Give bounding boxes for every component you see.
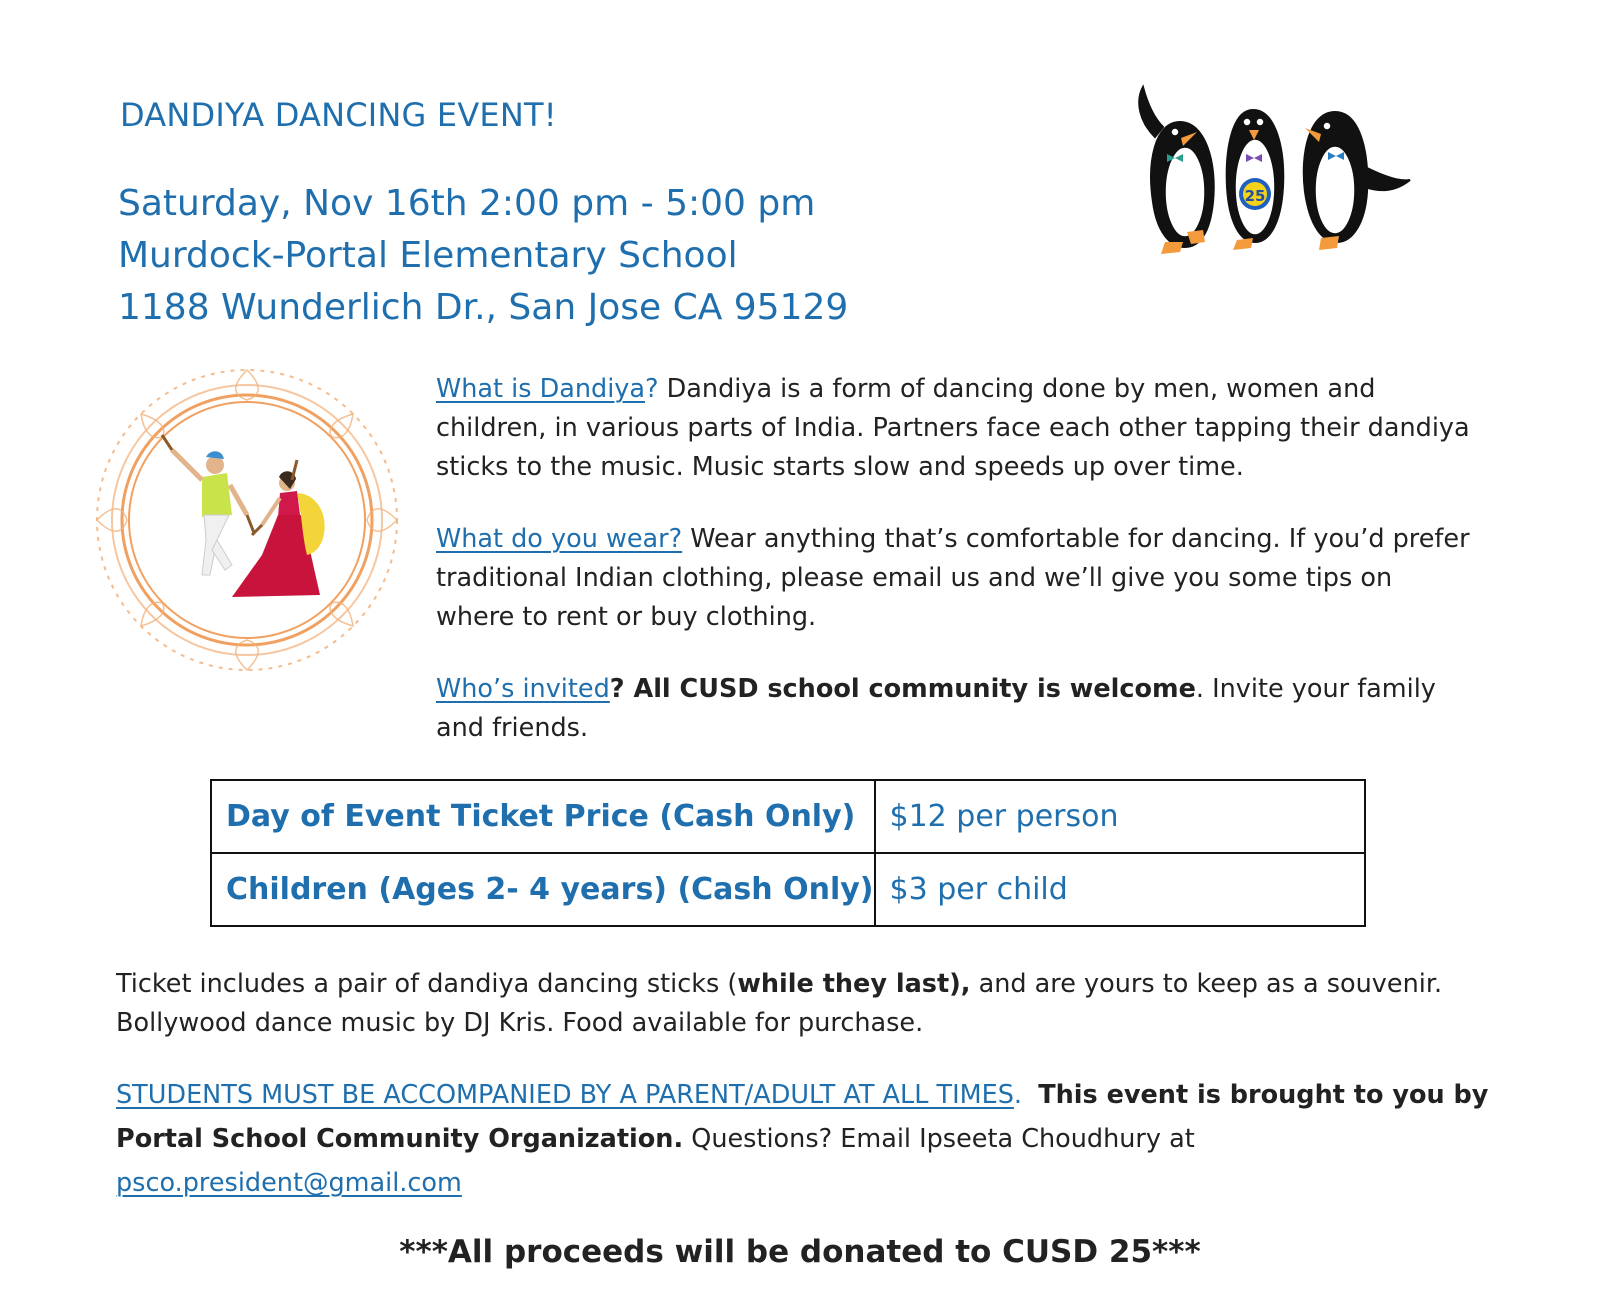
ticket-includes-tail: and are yours to keep as a souvenir. (970, 969, 1443, 999)
supervision-notice (116, 1073, 1496, 1205)
sponsor-text: This event is brought to you by Portal School Community Organization. (116, 1080, 1489, 1154)
ticket-includes-line (116, 965, 1496, 1004)
faq-question-who-is-invited: Who’s invited (436, 674, 610, 704)
event-date-time: Saturday, Nov 16th 2:00 pm - 5:00 pm (118, 183, 816, 224)
faq-answer-who-is-invited: . Invite your family and friends. (436, 674, 1436, 743)
faq-what-to-wear (436, 520, 1476, 637)
music-food-line: Bollywood dance music by DJ Kris. Food available for purchase. (116, 1008, 924, 1038)
event-details (118, 178, 848, 334)
faq-question-mark: ? (609, 674, 625, 704)
dandiya-dancers-illustration (92, 365, 402, 675)
event-title: DANDIYA DANCING EVENT! (120, 96, 557, 134)
penguins-logo (1125, 82, 1415, 267)
ticket-includes-text: Ticket includes a pair of dandiya dancing sticks ( (116, 969, 738, 999)
price-value: $12 per person (875, 780, 1365, 853)
faq-answer-what-to-wear: Wear anything that’s comfortable for dancing. If you’d prefer traditional Indian clothing, please email us and we’ll give you some tips on where to rent or buy clothing. (436, 524, 1470, 632)
event-venue: Murdock-Portal Elementary School (118, 235, 738, 276)
proceeds-note: ***All proceeds will be donated to CUSD 25*** (399, 1234, 1201, 1270)
faq-question-what-is-dandiya: What is Dandiya (436, 374, 645, 404)
faq-answer-who-is-invited-bold: All CUSD school community is welcome (624, 674, 1196, 704)
table-row (211, 853, 1365, 926)
price-label: Day of Event Ticket Price (Cash Only) (211, 780, 875, 853)
faq-question-mark: ? (645, 374, 659, 404)
price-value: $3 per child (875, 853, 1365, 926)
logo-badge-text: 25 (1244, 187, 1266, 205)
questions-text: Questions? Email Ipseeta Choudhury at (683, 1124, 1195, 1154)
faq-what-is-dandiya (436, 370, 1476, 487)
faq-who-is-invited (436, 670, 1476, 748)
ticket-includes-bold: while they last), (737, 969, 971, 999)
supervision-warning-link[interactable]: STUDENTS MUST BE ACCOMPANIED BY A PARENT/ADULT AT ALL TIMES (116, 1080, 1014, 1110)
table-row (211, 780, 1365, 853)
faq-answer-what-is-dandiya: Dandiya is a form of dancing done by men, women and children, in various parts of India. Partners face each other tapping their dandiya sticks to the music. Music starts slow and speeds up over time. (436, 374, 1470, 482)
faq-question-what-to-wear: What do you wear? (436, 524, 683, 554)
ticket-notes (116, 965, 1496, 1043)
event-address: 1188 Wunderlich Dr., San Jose CA 95129 (118, 287, 849, 328)
contact-email-link[interactable]: psco.president@gmail.com (116, 1168, 462, 1198)
supervision-period: . (1013, 1080, 1023, 1110)
ticket-price-table (210, 779, 1366, 927)
price-label: Children (Ages 2- 4 years) (Cash Only) (211, 853, 875, 926)
